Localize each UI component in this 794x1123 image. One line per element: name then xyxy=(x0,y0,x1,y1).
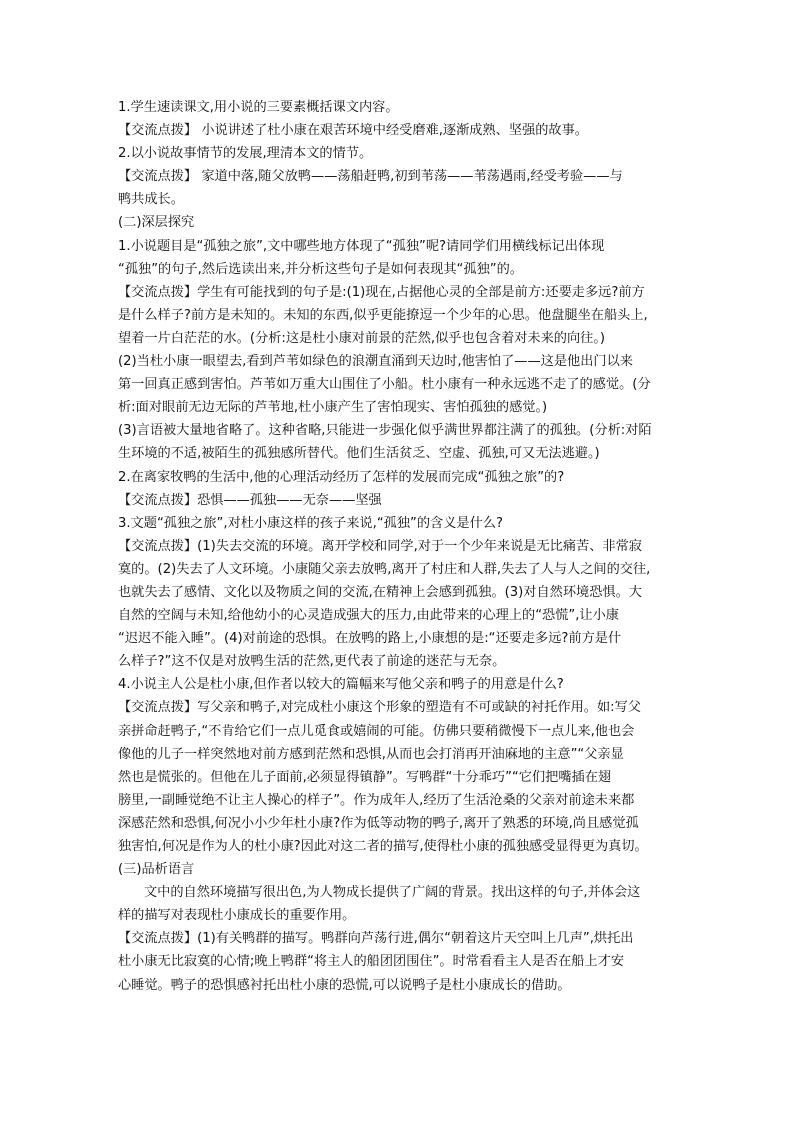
text-line: 鸭共成长。 xyxy=(118,192,184,208)
text-line: “孤独”的句子,然后选读出来,并分析这些句子是如何表现其“孤独”的。 xyxy=(118,261,523,277)
text-line: 【交流点拨】学生有可能找到的句子是:(1)现在,占据他心灵的全部是前方:还要走多远?前方 xyxy=(118,284,645,300)
text-line: 【交流点拨】 小说讲述了杜小康在艰苦环境中经受磨难,逐渐成熟、坚强的故事。 xyxy=(118,123,588,139)
text-line: 独害怕,何况是作为人的杜小康?因此对这二者的描写,使得杜小康的孤独感受显得更为真切。 xyxy=(118,839,648,854)
text-line: “迟迟不能入睡”。(4)对前途的恐惧。在放鸭的路上,小康想的是:“还要走多远?前方是什 xyxy=(118,631,622,647)
document-page xyxy=(118,96,680,997)
text-line: 3.文题“孤独之旅”,对杜小康这样的孩子来说,“孤独”的含义是什么? xyxy=(118,515,503,531)
text-line: 像他的儿子一样突然地对前方感到茫然和恐惧,从而也会打消再开油麻地的主意”“父亲显 xyxy=(118,746,624,762)
text-line: 膀里,一副睡觉绝不让主人操心的样子”。作为成年人,经历了生活沧桑的父亲对前途未来都 xyxy=(118,792,635,808)
text-line: 析:面对眼前无边无际的芦苇地,杜小康产生了害怕现实、害怕孤独的感觉。) xyxy=(118,400,548,416)
text-line: (2)当杜小康一眼望去,看到芦苇如绿色的浪潮直涌到天边时,他害怕了——这是他出门以来 xyxy=(118,354,633,370)
text-line: 心睡觉。鸭子的恐惧感衬托出杜小康的恐慌,可以说鸭子是杜小康成长的借助。 xyxy=(118,977,571,993)
text-line: 深感茫然和恐惧,何况小小少年杜小康?作为低等动物的鸭子,离开了熟悉的环境,尚且感觉孤 xyxy=(118,815,639,831)
text-line: 【交流点拨】(1)失去交流的环境。离开学校和同学,对于一个少年来说是无比痛苦、非常寂 xyxy=(118,538,642,554)
text-line: 样的描写对表现杜小康成长的重要作用。 xyxy=(118,908,356,924)
text-line: 1.学生速读课文,用小说的三要素概括课文内容。 xyxy=(118,100,399,115)
text-line: 杜小康无比寂寞的心情;晚上鸭群“将主人的船团团围住”。时常看看主人是否在船上才安 xyxy=(118,954,625,970)
text-line: 文中的自然环境描写很出色,为人物成长提供了广阔的背景。找出这样的句子,并体会这 xyxy=(144,885,641,901)
text-line: 寞的。(2)失去了人文环境。小康随父亲去放鸭,离开了村庄和人群,失去了人与人之间的交往, xyxy=(118,561,651,577)
text-line: 然也是慌张的。但他在儿子面前,必须显得镇静”。写鸭群“十分乖巧”“它们把嘴插在翅 xyxy=(118,769,612,785)
text-line: 么样子?”这不仅是对放鸭生活的茫然,更代表了前途的迷茫与无奈。 xyxy=(118,654,506,670)
text-line: 也就失去了感情、文化以及物质之间的交流,在精神上会感到孤独。(3)对自然环境恐惧。大 xyxy=(118,584,642,600)
text-line: 4.小说主人公是杜小康,但作者以较大的篇幅来写他父亲和鸭子的用意是什么? xyxy=(118,677,564,693)
text-line: 2.在离家牧鸭的生活中,他的心理活动经历了怎样的发展而完成“孤独之旅”的? xyxy=(118,469,565,485)
text-line: 第一回真正感到害怕。芦苇如万重大山围住了小船。杜小康有一种永远逃不走了的感觉。(分 xyxy=(118,377,651,393)
text-line: 亲拼命赶鸭子,“不肯给它们一点儿觅食或嬉闹的可能。仿佛只要稍微慢下一点儿来,他也会 xyxy=(118,723,635,739)
text-line: (3)言语被大量地省略了。这种省略,只能进一步强化似乎满世界都注满了的孤独。(分析:对陌 xyxy=(118,423,652,439)
text-line: 【交流点拨】 家道中落,随父放鸭——荡船赶鸭,初到苇荡——苇荡遇雨,经受考验——与 xyxy=(118,169,623,185)
text-line: 生环境的不适,被陌生的孤独感所替代。他们生活贫乏、空虚、孤独,可又无法逃避。) xyxy=(118,446,600,462)
text-line: 望着一片白茫茫的水。(分析:这是杜小康对前景的茫然,似乎也包含着对未来的向往。) xyxy=(118,330,606,346)
section-heading: (二)深层探究 xyxy=(118,215,195,231)
text-line: 【交流点拨】写父亲和鸭子,对完成杜小康这个形象的塑造有不可或缺的衬托作用。如:写父 xyxy=(118,700,641,716)
text-line: 【交流点拨】恐惧——孤独——无奈——坚强 xyxy=(118,492,382,508)
text-line: 是什么样子?前方是未知的。未知的东西,似乎更能撩逗一个少年的心思。他盘腿坐在船头上, xyxy=(118,307,648,323)
section-heading: (三)品析语言 xyxy=(118,862,195,878)
text-line: 2.以小说故事情节的发展,理清本文的情节。 xyxy=(118,146,373,162)
text-line: 1.小说题目是“孤独之旅”,文中哪些地方体现了“孤独”呢?请同学们用横线标记出体现 xyxy=(118,238,605,254)
text-line: 【交流点拨】(1)有关鸭群的描写。鸭群向芦荡行进,偶尔“朝着这片天空叫上几声”,烘托出 xyxy=(118,931,634,947)
text-line: 自然的空阔与未知,给他幼小的心灵造成强大的压力,由此带来的心理上的“恐慌”,让小康 xyxy=(118,608,619,624)
